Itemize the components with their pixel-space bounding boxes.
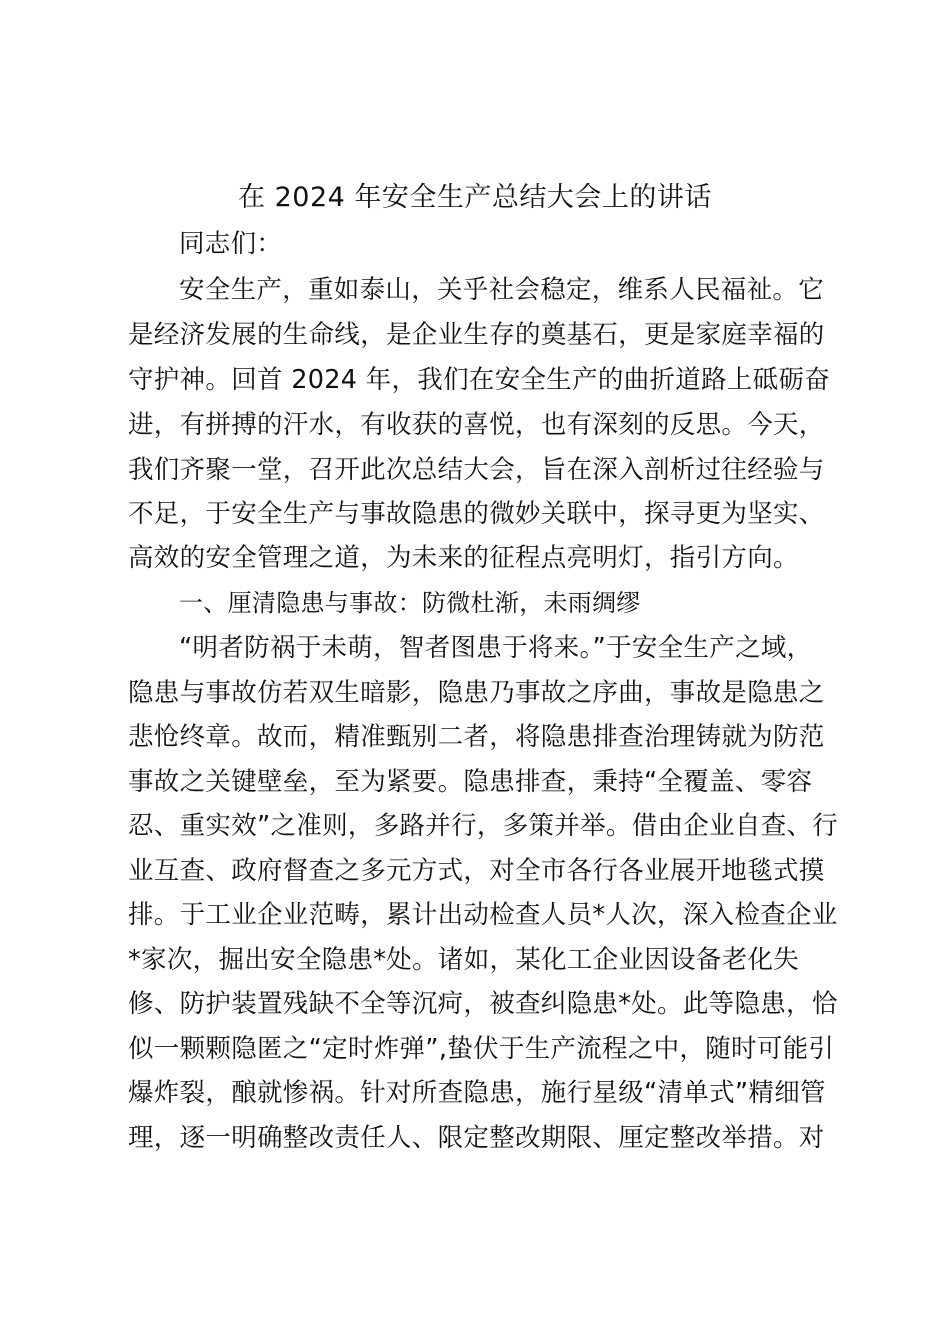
paragraph-line: 似一颗颗隐匿之“定时炸弹”,蛰伏于生产流程之中，随时可能引 (128, 1034, 835, 1064)
paragraph-line: 是经济发展的生命线，是企业生存的奠基石，更是家庭幸福的 (128, 320, 825, 350)
paragraph-line: 守护神。回首 2024 年，我们在安全生产的曲折道路上砥砺奋 (128, 365, 831, 395)
paragraph-line: 不足，于安全生产与事故隐患的微妙关联中，探寻更为坚实、 (128, 499, 825, 529)
paragraph-line: 修、防护装置残缺不全等沉疴，被查纠隐患*处。此等隐患，恰 (128, 989, 838, 1019)
paragraph-line: 隐患与事故仿若双生暗影，隐患乃事故之序曲，事故是隐患之 (128, 678, 825, 708)
paragraph-line: 业互查、政府督查之多元方式，对全市各行各业展开地毯式摸 (128, 856, 825, 886)
paragraph-line: *家次，掘出安全隐患*处。诸如，某化工企业因设备老化失 (128, 945, 800, 975)
paragraph-line: “明者防祸于未萌，智者图患于将来。”于安全生产之域， (179, 633, 813, 663)
paragraph-line: 我们齐聚一堂，召开此次总结大会，旨在深入剖析过往经验与 (128, 455, 825, 485)
paragraph-line: 进，有拼搏的汗水，有收获的喜悦，也有深刻的反思。今天， (128, 410, 825, 440)
paragraph-line: 事故之关键壁垒，至为紧要。隐患排查，秉持“全覆盖、零容 (128, 767, 813, 797)
document-title: 在 2024 年安全生产总结大会上的讲话 (238, 182, 712, 213)
section-heading: 一、厘清隐患与事故：防微杜渐，未雨绸缪 (179, 589, 641, 617)
paragraph-line: 安全生产，重如泰山，关乎社会稳定，维系人民福祉。它 (179, 275, 825, 305)
paragraph-line: 爆炸裂，酿就惨祸。针对所查隐患，施行星级“清单式”精细管 (128, 1078, 826, 1108)
paragraph-line: 忍、重实效”之准则，多路并行，多策并举。借由企业自查、行 (128, 811, 839, 841)
paragraph-line: 高效的安全管理之道，为未来的征程点亮明灯，指引方向。 (128, 543, 799, 573)
salutation: 同志们： (179, 229, 283, 259)
paragraph-line: 悲怆终章。故而，精准甄别二者，将隐患排查治理铸就为防范 (128, 722, 825, 752)
paragraph-line: 排。于工业企业范畴，累计出动检查人员*人次，深入检查企业 (128, 900, 838, 930)
paragraph-line: 理，逐一明确整改责任人、限定整改期限、厘定整改举措。对 (128, 1123, 825, 1153)
